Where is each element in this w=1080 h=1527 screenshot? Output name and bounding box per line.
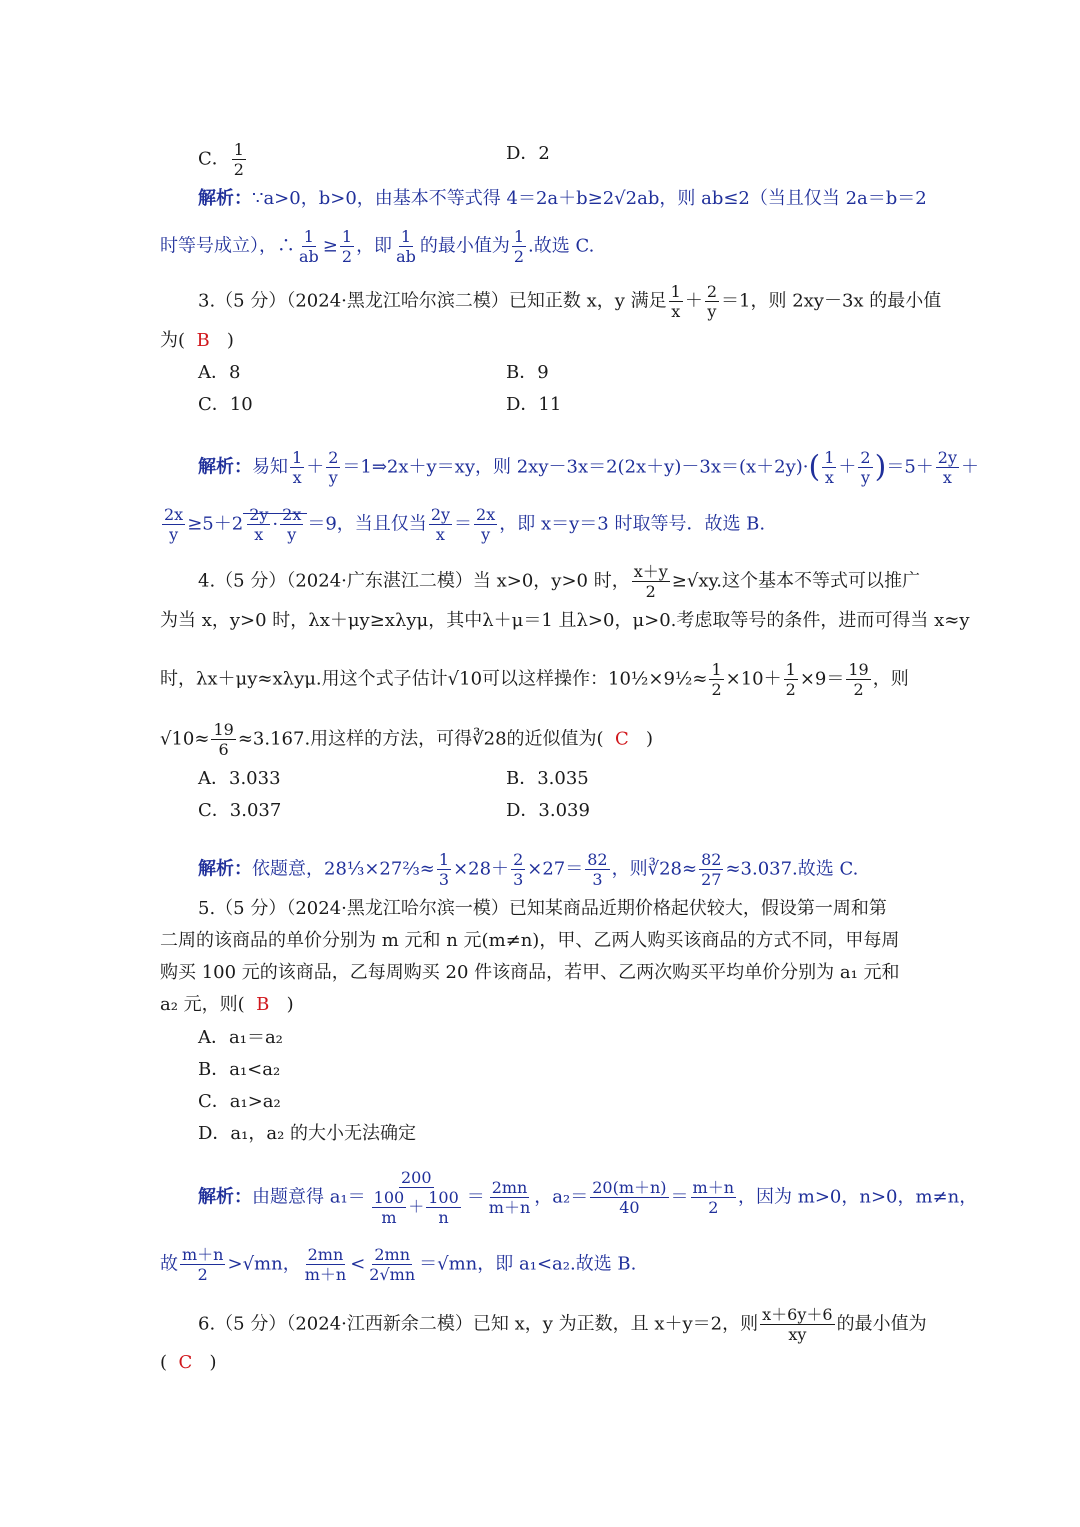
q3-option-a: A．8 [198, 362, 241, 383]
q3-stem-line1: 3.（5 分）（2024·黑龙江哈尔滨二模）已知正数 x，y 满足 $\frac{1}{x}$ ＋ $\frac{2}{y}$ ＝1，则 2xy－3x 的最小值 [198, 282, 942, 321]
q2-solution-line2: 时等号成立），∴ $\frac{1}{ab}$ ≥ $\frac{1}{2}$ ，即 $\frac{1}{ab}$ 的最小值为 $\frac{1}{2}$ .故选 C. [160, 227, 595, 266]
q3-solution-line2: $\frac{2x}{y}$ ≥5＋2 $\frac{2y}{x}$ · $\frac{2x}{y}$ ＝9，当且仅当 $\frac{2y}{x}$ ＝ $\frac{2x}{y}$ ，即 x＝y＝3 时取等号．故选 B. [164, 505, 766, 544]
q3-stem-line2: 为( B ) [160, 330, 234, 351]
q3-solution-line1: 解析：易知 $\frac{1}{x}$ ＋ $\frac{2}{y}$ ＝1⇒2x＋y＝xy，则 2xy－3x＝2(2x＋y)－3x＝(x＋2y)·( $\frac{1}{x}$ ＋ $\frac{2}{y}$ )＝5＋ $\frac{2y}{x}$ ＋ [198, 448, 979, 487]
q4-answer: C [615, 728, 629, 750]
q5-stem-line3: 购买 100 元的该商品，乙每周购买 20 件该商品，若甲、乙两次购买平均单价分别为 a₁ 元和 [160, 962, 900, 983]
q4-option-c: C．3.037 [198, 800, 282, 821]
q5-option-c: C．a₁>a₂ [198, 1091, 281, 1112]
q4-stem-line1: 4.（5 分）（2024·广东湛江二模）当 x>0，y>0 时， $\frac{x+y}{2}$ ≥√xy.这个基本不等式可以推广 [198, 562, 920, 601]
q5-solution-line2: 故 $\frac{m+n}{2}$ >√mn， $\frac{2mn}{m+n}$ < $\frac{2mn}{2√mn}$ ＝√mn，即 a₁<a₂.故选 B. [160, 1245, 637, 1284]
q5-solution-line1: 解析：由题意得 a₁＝ 200 $\frac{100}{m}$ ＋ $\frac{100}{n}$ ＝ $\frac{2mn}{m+n}$ ，a₂＝ $\frac{20(m+n)}{40}$ ＝ $\frac{m+n}{2}$ ，因为 m>0，n>0，m≠n， [198, 1168, 978, 1227]
q4-option-b: B．3.035 [506, 768, 589, 789]
q5-stem-line2: 二周的该商品的单价分别为 m 元和 n 元(m≠n)，甲、乙两人购买该商品的方式不同，甲每周 [160, 930, 900, 951]
q6-stem-line2: ( C ) [160, 1352, 217, 1373]
q4-option-a: A．3.033 [198, 768, 281, 789]
q5-stem-line4: a₂ 元，则( B ) [160, 994, 294, 1015]
q2-option-c: C． $\frac{1}{2}$ [198, 140, 244, 179]
q2-option-c-fraction: $\frac{1}{2}$ [233, 140, 244, 179]
q4-solution: 解析：依题意，28⅓×27⅔≈ $\frac{1}{3}$ ×28＋ $\frac{2}{3}$ ×27＝ $\frac{82}{3}$ ，则∛28≈ $\frac{82}{27}$ ≈3.037.故选 C. [198, 850, 859, 889]
q3-option-d: D．11 [506, 394, 562, 415]
q4-option-d: D．3.039 [506, 800, 590, 821]
q4-stem-line2: 为当 x，y>0 时，λx＋μy≥xλyμ，其中λ＋μ＝1 且λ>0，μ>0.考虑取等号的条件，进而可得当 x≈y [160, 610, 970, 631]
q5-stem-line1: 5.（5 分）（2024·黑龙江哈尔滨一模）已知某商品近期价格起伏较大，假设第一周和第 [198, 898, 887, 919]
q2-solution-line1: 解析：∵a>0，b>0，由基本不等式得 4＝2a＋b≥2√2ab，则 ab≤2（当且仅当 2a＝b＝2 [198, 188, 927, 209]
q2-option-d: D．2 [506, 143, 550, 164]
q3-answer: B [196, 330, 210, 351]
q3-option-c: C．10 [198, 394, 253, 415]
q5-answer: B [256, 994, 270, 1015]
q6-answer: C [178, 1352, 193, 1373]
q5-option-d: D．a₁，a₂ 的大小无法确定 [198, 1123, 417, 1144]
q5-option-b: B．a₁<a₂ [198, 1059, 281, 1080]
q5-option-a: A．a₁＝a₂ [198, 1027, 283, 1048]
q4-stem-line4: √10≈ $\frac{19}{6}$ ≈3.167.用这样的方法，可得∛28的近似值为( C ) [160, 720, 653, 759]
q3-option-b: B．9 [506, 362, 549, 383]
q4-stem-line3: 时，λx＋μy≈xλyμ.用这个式子估计√10可以这样操作：10½×9½≈ $\frac{1}{2}$ ×10＋ $\frac{1}{2}$ ×9＝ $\frac{19}{2}$ ，则 [160, 660, 909, 699]
q6-stem-line1: 6.（5 分）（2024·江西新余二模）已知 x，y 为正数，且 x＋y＝2，则 $\frac{x+6y+6}{xy}$ 的最小值为 [198, 1305, 927, 1344]
